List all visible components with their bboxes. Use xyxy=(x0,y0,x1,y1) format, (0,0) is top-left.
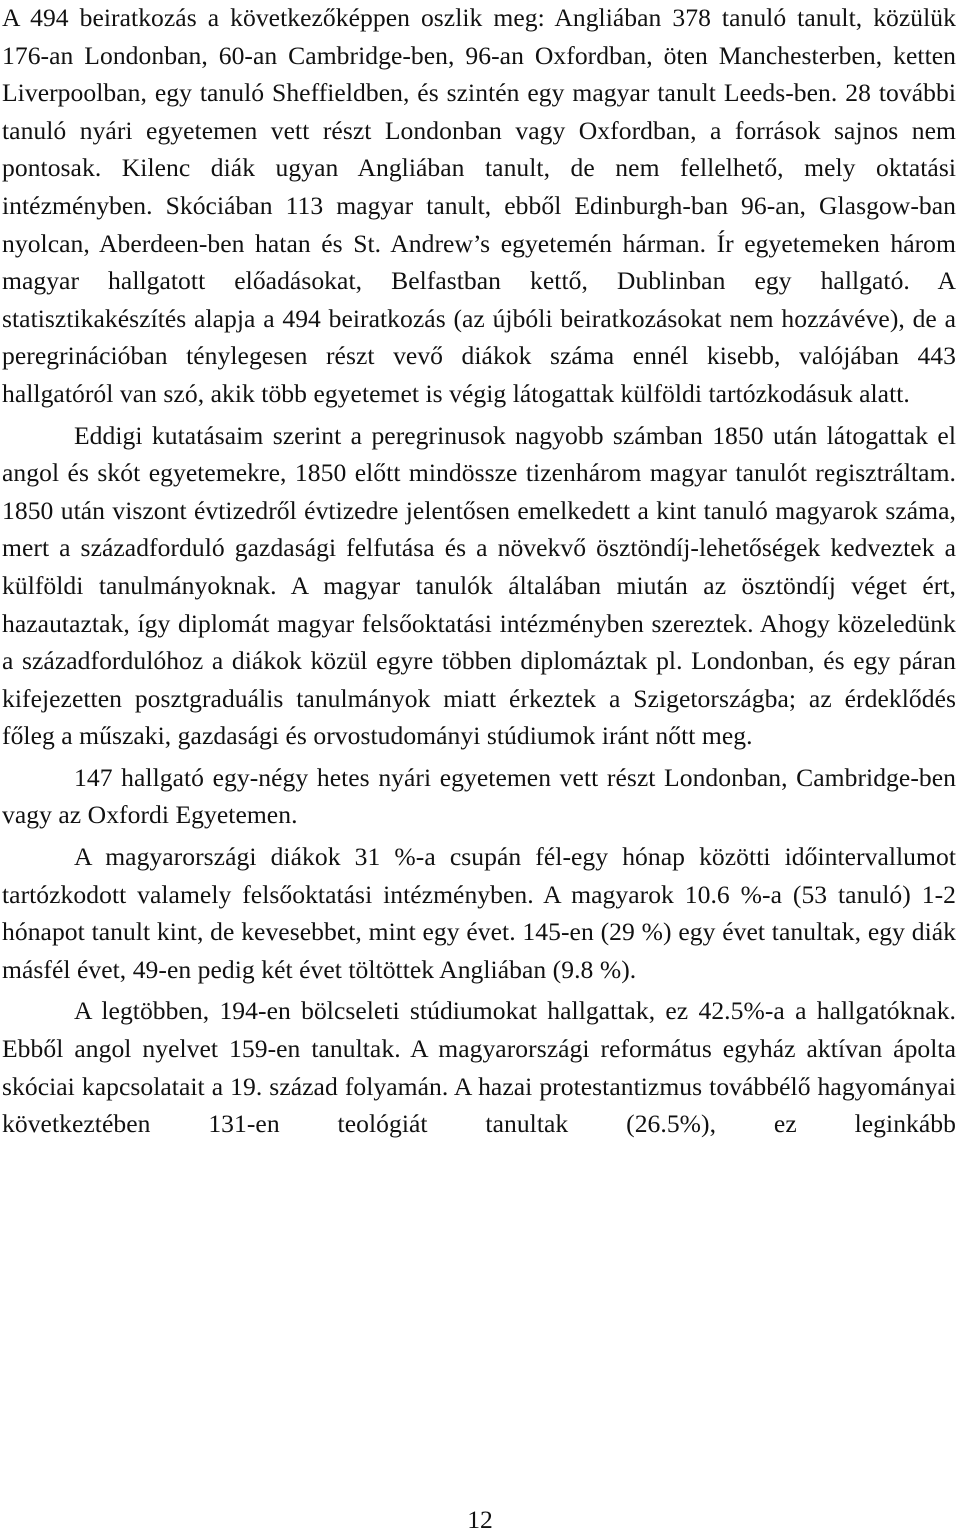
page-number: 12 xyxy=(467,1505,493,1534)
paragraph-summer-university: 147 hallgató egy-négy hetes nyári egyetemen vett részt Londonban, Cambridge-ben vagy az Oxfordi Egyetemen. xyxy=(2,762,956,830)
body-text xyxy=(2,0,956,1143)
paragraph-fields-of-study: A legtöbben, 194-en bölcseleti stúdiumokat hallgattak, ez 42.5%-a a hallgatóknak. Ebből angol nyelvet 159-en tanultak. A magyarországi református egyház aktívan ápolta skóciai kapcsolatait a 19. század folyamán. A hazai protestantizmus továbbélő hagyományai következtében 131-en teológiát tanultak (26.5%), ez leginkább xyxy=(2,996,956,1139)
paragraph-study-duration: A magyarországi diákok 31 %-a csupán fél-egy hónap közötti időintervallumot tartózkodott valamely felsőoktatási intézményben. A magyarok 10.6 %-a (53 tanuló) 1-2 hónapot tanult kint, de kevesebbet, mint egy évet. 145-en (29 %) egy évet tanultak, egy diák másfél évet, 49-en pedig két évet töltöttek Angliában (9.8 %). xyxy=(2,842,956,984)
paragraph-research-findings: Eddigi kutatásaim szerint a peregrinusok nagyobb számban 1850 után látogattak el angol és skót egyetemekre, 1850 előtt mindössze tizenhárom magyar tanulót regisztráltam. 1850 után viszont évtizedről évtizedre jelentősen emelkedett a kint tanuló magyarok száma, mert a századforduló gazdasági felfutása és a növekvő ösztöndíj-lehetőségek kedveztek a külföldi tanulmányoknak. A magyar tanulók általában miután az ösztöndíj véget ért, hazautaztak, így diplomát magyar felsőoktatási intézményben szereztek. Ahogy közeledünk a századfordulóhoz a diákok közül egyre többen diplomáztak pl. Londonban, és egy páran kifejezetten posztgraduális tanulmányok miatt érkeztek a Szigetországba; az érdeklődés főleg a műszaki, gazdasági és orvostudományi stúdiumok iránt nőtt meg. xyxy=(2,420,956,751)
paragraph-enrollment-breakdown: A 494 beiratkozás a következőképpen oszlik meg: Angliában 378 tanuló tanult, közülük 176-an Londonban, 60-an Cambridge-ben, 96-an Oxfordban, öten Manchesterben, ketten Liverpoolban, egy tanuló Sheffieldben, és szintén egy magyar tanult Leeds-ben. 28 további tanuló nyári egyetemen vett részt Londonban vagy Oxfordban, a források sajnos nem pontosak. Kilenc diák ugyan Angliában tanult, de nem fellelhető, mely oktatási intézményben. Skóciában 113 magyar tanult, ebből Edinburgh-ban 96-an, Glasgow-ban nyolcan, Aberdeen-ben hatan és St. Andrew’s egyetemén hárman. Ír egyetemeken három magyar hallgatott előadásokat, Belfastban kettő, Dublinban egy hallgató. A statisztikakészítés alapja a 494 beiratkozás (az újbóli beiratkozásokat nem hozzávéve), de a peregrinációban ténylegesen részt vevő diákok száma ennél kisebb, valójában 443 hallgatóról van szó, akik több egyetemet is végig látogattak külföldi tartózkodásuk alatt. xyxy=(2,3,956,408)
